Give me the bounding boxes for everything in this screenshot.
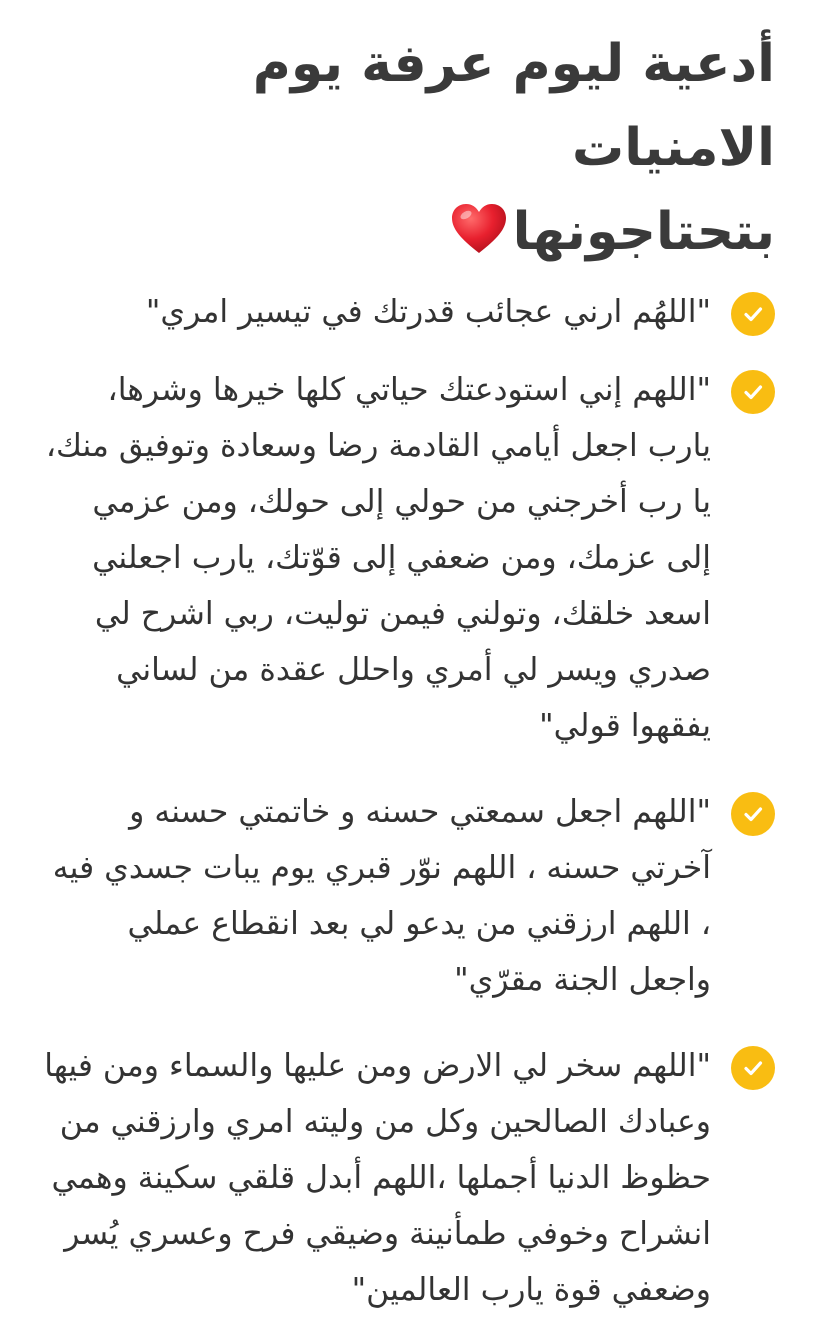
check-icon (731, 370, 775, 414)
dua-text: "اللهم إني استودعتك حياتي كلها خيرها وشرها، يارب اجعل أيامي القادمة رضا وسعادة وتوفيق منك، يا رب أخرجني من حولي إلى حولك، ومن عزمي إلى عزمك، ومن ضعفي إلى قوّتك، يارب اجعلني اسعد خلقك، وتولني فيمن توليت، ربي اشرح لي صدري ويسر لي أمري واحلل عقدة من لساني يفقهوا قولي" (45, 372, 711, 744)
dua-text: "اللهم اجعل سمعتي حسنه و خاتمتي حسنه و آخرتي حسنه ، اللهم نوّر قبري يوم يبات جسدي فيه ، اللهم ارزقني من يدعو لي بعد انقطاع عملي واجعل الجنة مقرّي" (52, 794, 711, 998)
dua-text: "اللهُم ارني عجائب قدرتك في تيسير امري" (145, 294, 711, 330)
title-line-1: أدعية ليوم عرفة يوم الامنيات (252, 34, 775, 178)
list-item (40, 784, 775, 1008)
dua-list (40, 284, 775, 1318)
list-item (40, 284, 775, 340)
title-line-2: بتحتاجونها (512, 202, 775, 262)
heart-icon (451, 196, 507, 248)
check-icon (731, 1046, 775, 1090)
dua-text: "اللهم سخر لي الارض ومن عليها والسماء ومن فيها وعبادك الصالحين وكل من وليته امري وارزقني من حظوظ الدنيا أجملها ،اللهم أبدل قلقي سكينة وهمي انشراح وخوفي طمأنينة وضيقي فرح وعسري يُسر وضعفي قوة يارب العالمين" (44, 1048, 711, 1308)
list-item (40, 1038, 775, 1318)
check-icon (731, 792, 775, 836)
check-icon (731, 292, 775, 336)
page-title (40, 22, 775, 274)
list-item (40, 362, 775, 754)
